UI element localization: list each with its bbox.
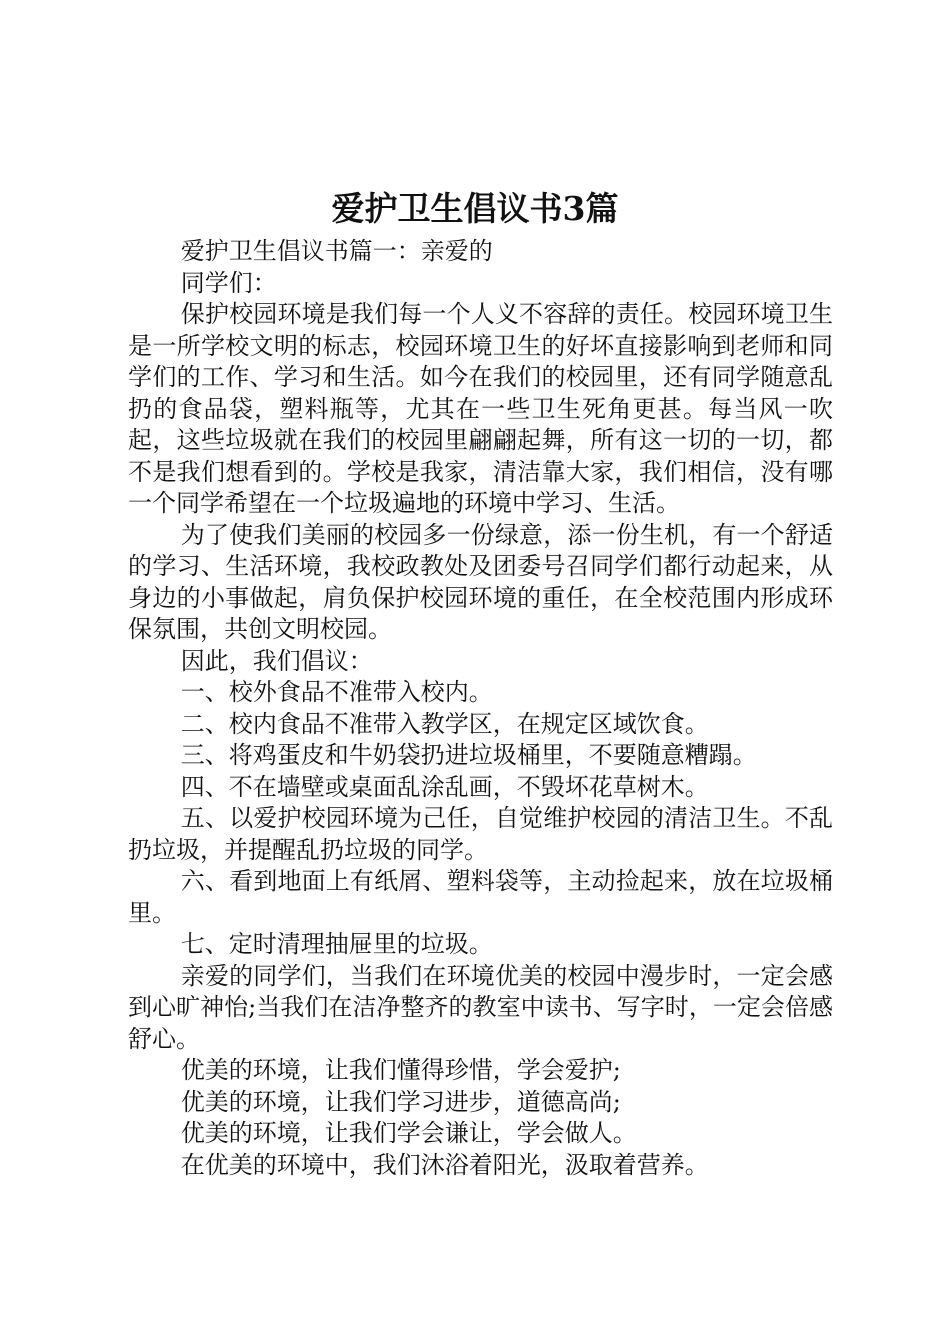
paragraph: 为了使我们美丽的校园多一份绿意，添一份生机，有一个舒适的学习、生活环境，我校政教处及团委号召同学们都行动起来，从身边的小事做起，肩负保护校园环境的重任，在全校范围内形成环保氛围，共创文明校园。: [128, 520, 833, 643]
paragraph: 在优美的环境中，我们沐浴着阳光，汲取着营养。: [180, 1150, 709, 1179]
paragraph: 四、不在墙壁或桌面乱涂乱画，不毁坏花草树木。: [180, 772, 709, 801]
paragraph: 爱护卫生倡议书篇一：亲爱的: [180, 237, 493, 265]
paragraph: 三、将鸡蛋皮和牛奶袋扔进垃圾桶里，不要随意糟蹋。: [180, 741, 757, 769]
document-title: 爱护卫生倡议书3篇: [331, 189, 619, 228]
paragraph: 保护校园环境是我们每一个人义不容辞的责任。校园环境卫生是一所学校文明的标志，校园环境卫生的好坏直接影响到老师和同学们的工作、学习和生活。如今在我们的校园里，还有同学随意乱扔的食品袋，塑料瓶等，尤其在一些卫生死角更甚。每当风一吹起，这些垃圾就在我们的校园里翩翩起舞，所有这一切的一切，都不是我们想看到的。学校是我家，清洁靠大家，我们相信，没有哪一个同学希望在一个垃圾遍地的环境中学习、生活。: [128, 300, 833, 517]
paragraph: 五、以爱护校园环境为己任，自觉维护校园的清洁卫生。不乱扔垃圾，并提醒乱扔垃圾的同学。: [128, 804, 833, 864]
paragraph: 一、校外食品不准带入校内。: [180, 678, 493, 706]
document-body: [128, 236, 833, 1181]
paragraph: 同学们：: [180, 268, 277, 297]
paragraph: 七、定时清理抽屉里的垃圾。: [180, 930, 493, 958]
paragraph: 优美的环境，让我们懂得珍惜，学会爱护;: [180, 1056, 621, 1084]
paragraph: 六、看到地面上有纸屑、塑料袋等，主动捡起来，放在垃圾桶里。: [128, 867, 833, 927]
paragraph: 二、校内食品不准带入教学区，在规定区域饮食。: [180, 709, 709, 738]
paragraph: 因此，我们倡议：: [180, 646, 373, 675]
paragraph: 优美的环境，让我们学会谦让，学会做人。: [180, 1119, 637, 1147]
paragraph: 优美的环境，让我们学习进步，道德高尚;: [180, 1087, 621, 1116]
paragraph: 亲爱的同学们，当我们在环境优美的校园中漫步时，一定会感到心旷神怡;当我们在洁净整齐的教室中读书、写字时，一定会倍感舒心。: [128, 961, 833, 1053]
